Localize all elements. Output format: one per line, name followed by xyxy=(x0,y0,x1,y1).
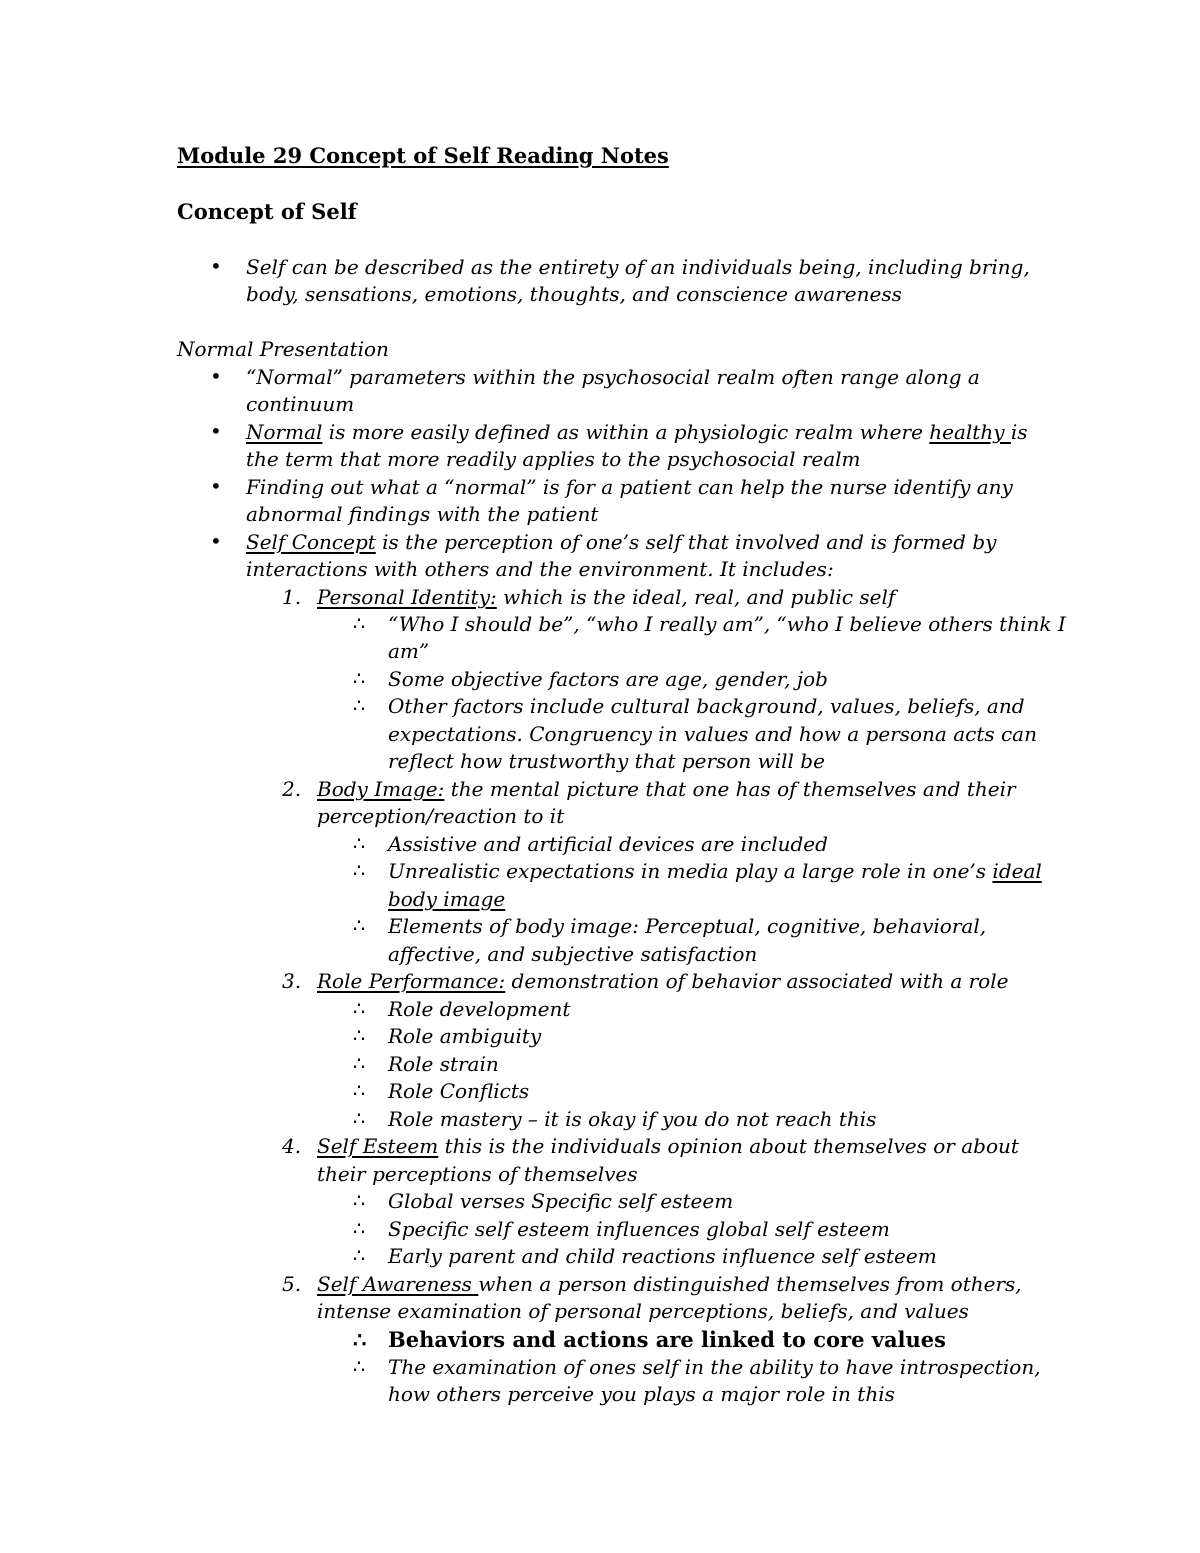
item-2-sub-1: Assistive and artificial devices are included xyxy=(388,832,828,856)
intro-bullet-line-2: body, sensations, emotions, thoughts, and conscience awareness xyxy=(246,282,902,306)
therefore-marker: ∴ xyxy=(353,998,366,1020)
item-3-sub-4: Role Conflicts xyxy=(388,1079,530,1103)
item-number: 2. xyxy=(282,777,302,801)
therefore-marker: ∴ xyxy=(353,1190,366,1212)
therefore-marker: ∴ xyxy=(353,668,366,690)
item-1-sub-3-line-1: Other factors include cultural background, values, beliefs, and xyxy=(388,694,1025,718)
item-1-sub-2: Some objective factors are age, gender, job xyxy=(388,667,828,691)
bullet-marker: • xyxy=(210,419,222,443)
therefore-marker: ∴ xyxy=(353,1053,366,1075)
bullet-2-line-2: the term that more readily applies to the psychosocial realm xyxy=(246,447,861,471)
item-4-sub-3: Early parent and child reactions influence self esteem xyxy=(388,1244,937,1268)
item-5-sub-2-line-2: how others perceive you plays a major role in this xyxy=(388,1382,895,1406)
therefore-marker: ∴ xyxy=(353,1245,366,1267)
item-2-sub-2-line-2: body image xyxy=(388,887,506,911)
item-3-sub-5: Role mastery – it is okay if you do not reach this xyxy=(388,1107,877,1131)
therefore-marker: ∴ xyxy=(353,1080,366,1102)
item-2-sub-3-line-1: Elements of body image: Perceptual, cognitive, behavioral, xyxy=(388,914,987,938)
therefore-marker: ∴ xyxy=(353,833,366,855)
bullet-marker: • xyxy=(210,364,222,388)
document-title: Module 29 Concept of Self Reading Notes xyxy=(177,143,669,168)
item-number: 1. xyxy=(282,585,302,609)
item-2-line-1: Body Image: the mental picture that one has of themselves and their xyxy=(317,777,1016,801)
therefore-marker: ∴ xyxy=(353,1218,366,1240)
section-heading: Concept of Self xyxy=(177,199,357,224)
item-5-line-2: intense examination of personal perceptions, beliefs, and values xyxy=(317,1299,969,1323)
item-1-line-1: Personal Identity: which is the ideal, real, and public self xyxy=(317,585,896,609)
item-3-sub-2: Role ambiguity xyxy=(388,1024,542,1048)
therefore-marker: ∴ xyxy=(353,915,366,937)
item-1-sub-1-line-2: am” xyxy=(388,639,430,663)
item-1-sub-3-line-3: reflect how trustworthy that person will be xyxy=(388,749,825,773)
item-number: 3. xyxy=(282,969,302,993)
bullet-marker: • xyxy=(210,474,222,498)
bullet-1-line-1: “Normal” parameters within the psychosocial realm often range along a xyxy=(246,365,980,389)
bullet-marker: • xyxy=(210,254,222,278)
item-2-sub-2-line-1: Unrealistic expectations in media play a large role in one’s ideal xyxy=(388,859,1042,883)
item-4-line-2: their perceptions of themselves xyxy=(317,1162,638,1186)
item-2-sub-3-line-2: affective, and subjective satisfaction xyxy=(388,942,758,966)
therefore-marker: ∴ xyxy=(353,613,366,635)
item-4-sub-2: Specific self esteem influences global self esteem xyxy=(388,1217,890,1241)
therefore-marker: ∴ xyxy=(353,860,366,882)
item-5-line-1: Self Awareness when a person distinguished themselves from others, xyxy=(317,1272,1022,1296)
item-number: 5. xyxy=(282,1272,302,1296)
item-3-sub-3: Role strain xyxy=(388,1052,499,1076)
item-1-sub-1-line-1: “Who I should be”, “who I really am”, “who I believe others think I xyxy=(388,612,1066,636)
therefore-marker: ∴ xyxy=(353,1356,366,1378)
item-4-line-1: Self Esteem this is the individuals opinion about themselves or about xyxy=(317,1134,1019,1158)
therefore-marker: ∴ xyxy=(353,1327,367,1352)
item-5-sub-2-line-1: The examination of ones self in the ability to have introspection, xyxy=(388,1355,1041,1379)
bullet-3-line-1: Finding out what a “normal” is for a patient can help the nurse identify any xyxy=(246,475,1013,499)
bullet-4-line-1: Self Concept is the perception of one’s self that involved and is formed by xyxy=(246,530,997,554)
bullet-1-line-2: continuum xyxy=(246,392,355,416)
therefore-marker: ∴ xyxy=(353,1025,366,1047)
intro-bullet-line-1: Self can be described as the entirety of an individuals being, including bring, xyxy=(246,255,1030,279)
therefore-marker: ∴ xyxy=(353,1108,366,1130)
item-3-line-1: Role Performance: demonstration of behavior associated with a role xyxy=(317,969,1009,993)
item-5-sub-1: Behaviors and actions are linked to core values xyxy=(388,1327,946,1352)
item-2-line-2: perception/reaction to it xyxy=(317,804,565,828)
item-4-sub-1: Global verses Specific self esteem xyxy=(388,1189,734,1213)
item-1-sub-3-line-2: expectations. Congruency in values and how a persona acts can xyxy=(388,722,1037,746)
bullet-3-line-2: abnormal findings with the patient xyxy=(246,502,599,526)
therefore-marker: ∴ xyxy=(353,695,366,717)
item-3-sub-1: Role development xyxy=(388,997,571,1021)
section-label: Normal Presentation xyxy=(177,337,389,361)
item-number: 4. xyxy=(282,1134,302,1158)
bullet-marker: • xyxy=(210,529,222,553)
bullet-2-line-1: Normal is more easily defined as within a physiologic realm where healthy is xyxy=(246,420,1028,444)
bullet-4-line-2: interactions with others and the environment. It includes: xyxy=(246,557,834,581)
